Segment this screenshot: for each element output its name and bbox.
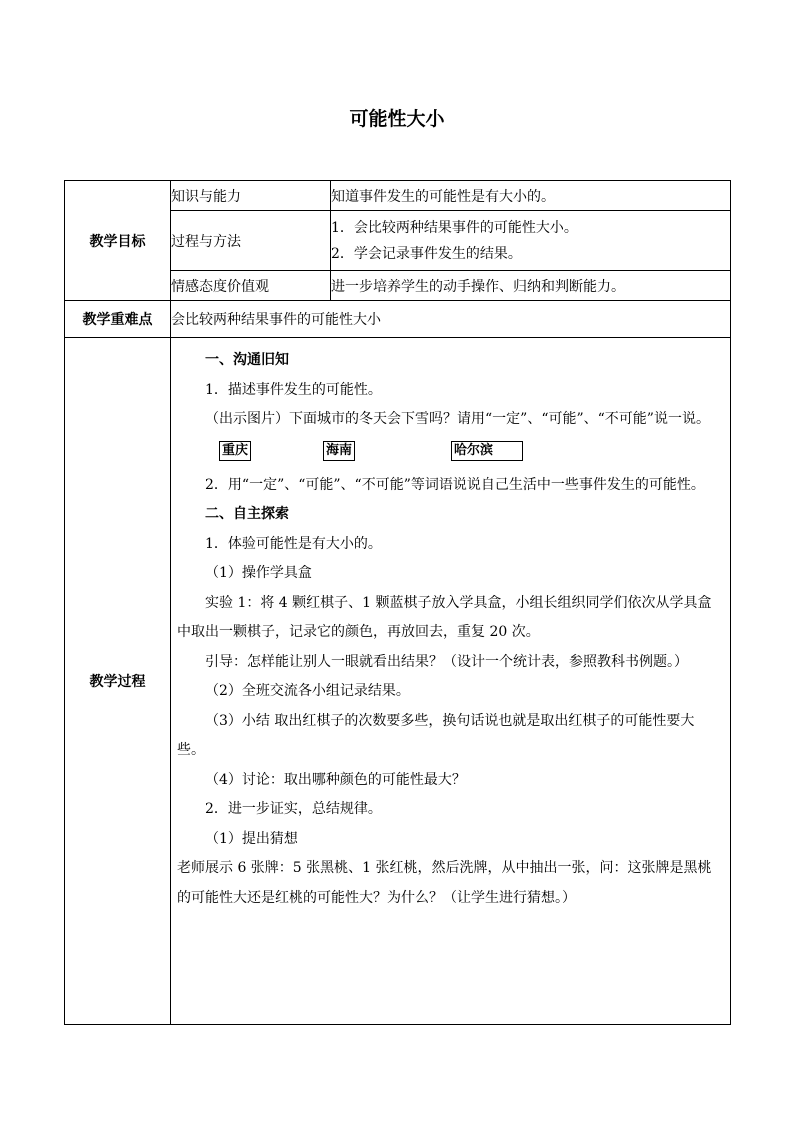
goal-line: 2．学会记录事件发生的结果。 xyxy=(331,245,522,262)
city-label: 重庆 xyxy=(219,441,251,461)
goal-text: 知道事件发生的可能性是有大小的。 xyxy=(331,181,731,211)
section-heading: 二、自主探索 xyxy=(205,506,289,522)
key-points-label: 教学重难点 xyxy=(65,301,171,338)
goal-row-knowledge xyxy=(65,181,731,211)
key-points-text: 会比较两种结果事件的可能性大小 xyxy=(171,301,731,338)
lesson-plan-table xyxy=(64,180,731,1025)
city-label: 哈尔滨 xyxy=(451,441,523,461)
paragraph: （1）操作学具盒 xyxy=(205,565,312,581)
paragraph: 实验 1：将 4 颗红棋子、1 颗蓝棋子放入学具盒，小组长组织同学们依次从学具盒中取出一颗棋子，记录它的颜色，再放回去，重复 20 次。 xyxy=(177,594,712,640)
goal-category: 情感态度价值观 xyxy=(171,271,331,301)
key-points-row xyxy=(65,301,731,338)
paragraph: 引导：怎样能让别人一眼就看出结果？（设计一个统计表，参照教科书例题。） xyxy=(205,653,688,670)
teaching-process-content xyxy=(171,338,731,1025)
paragraph: 1．体验可能性是有大小的。 xyxy=(205,535,382,552)
goal-text: 进一步培养学生的动手操作、归纳和判断能力。 xyxy=(331,271,731,301)
goal-text xyxy=(331,211,731,271)
goal-line: 1．会比较两种结果事件的可能性大小。 xyxy=(331,219,578,236)
city-labels xyxy=(177,435,722,471)
city-label: 海南 xyxy=(323,441,355,461)
paragraph: （4）讨论：取出哪种颜色的可能性最大？ xyxy=(205,771,466,788)
paragraph: （1）提出猜想 xyxy=(205,830,298,847)
teaching-process-label: 教学过程 xyxy=(65,338,171,1025)
paragraph: （3）小结 取出红棋子的次数要多些，换句话说也就是取出红棋子的可能性要大些。 xyxy=(177,712,695,758)
paragraph: （2）全班交流各小组记录结果。 xyxy=(205,683,410,699)
paragraph: （出示图片）下面城市的冬天会下雪吗？请用“一定”、“可能”、“不可能”说一说。 xyxy=(205,411,710,427)
section-heading: 一、沟通旧知 xyxy=(205,352,289,368)
teaching-goals-label: 教学目标 xyxy=(65,181,171,301)
goal-category: 过程与方法 xyxy=(171,211,331,271)
paragraph: 1．描述事件发生的可能性。 xyxy=(205,381,382,398)
process-row xyxy=(65,338,731,1025)
paragraph: 2．用“一定”、“可能”、“不可能”等词语说说自己生活中一些事件发生的可能性。 xyxy=(205,476,705,493)
paragraph: 老师展示 6 张牌：5 张黑桃、1 张红桃，然后洗牌，从中抽出一张，问：这张牌是黑桃的可能性大还是红桃的可能性大？为什么？（让学生进行猜想。） xyxy=(177,860,712,906)
paragraph: 2．进一步证实，总结规律。 xyxy=(205,801,382,817)
page-title: 可能性大小 xyxy=(349,108,445,130)
goal-category: 知识与能力 xyxy=(171,181,331,211)
